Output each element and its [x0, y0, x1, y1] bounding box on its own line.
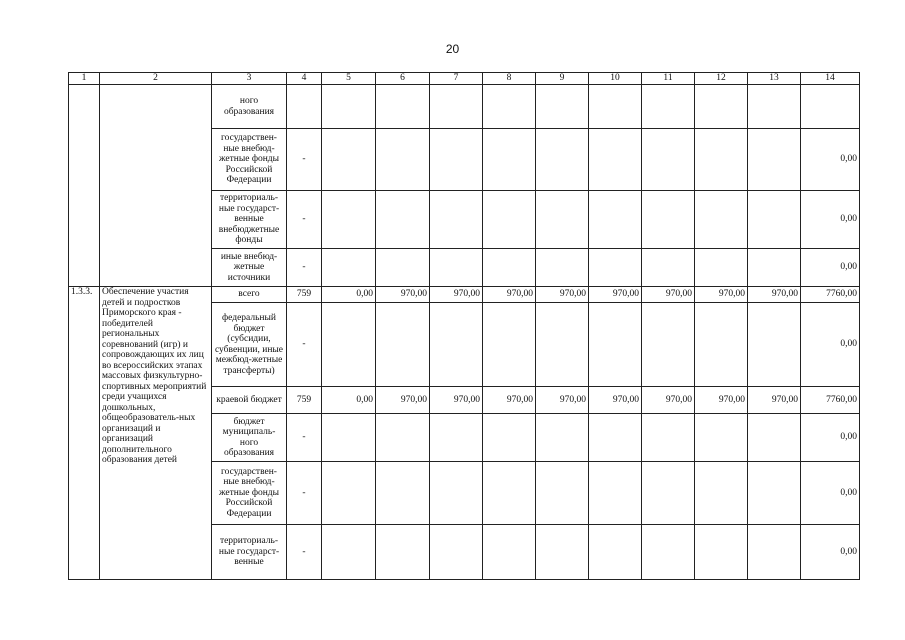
value-cell: 970,00 — [589, 387, 642, 414]
value-cell: - — [287, 191, 322, 249]
value-cell: - — [287, 249, 322, 287]
value-cell: - — [287, 414, 322, 462]
value-cell: - — [287, 303, 322, 387]
column-header: 6 — [376, 73, 430, 85]
column-header: 3 — [212, 73, 287, 85]
value-cell — [287, 85, 322, 129]
budget-table — [68, 72, 860, 580]
value-cell: 0,00 — [322, 287, 376, 303]
column-header: 8 — [483, 73, 536, 85]
value-cell: 759 — [287, 287, 322, 303]
value-cell: - — [287, 525, 322, 580]
value-cell: 970,00 — [536, 287, 589, 303]
funding-source-cell: федеральный бюджет (субсидии, субвенции, иные межбюд-жетные трансферты) — [212, 303, 287, 387]
total-cell: 0,00 — [801, 525, 860, 580]
total-cell: 0,00 — [801, 129, 860, 191]
column-header: 13 — [748, 73, 801, 85]
item-code-cell — [69, 85, 100, 287]
value-cell: 970,00 — [589, 287, 642, 303]
value-cell: 970,00 — [695, 387, 748, 414]
column-header-row — [69, 73, 860, 85]
value-cell: 970,00 — [695, 287, 748, 303]
value-cell: 970,00 — [748, 387, 801, 414]
column-header: 4 — [287, 73, 322, 85]
item-description-cell: Обеспечение участия детей и подростков Приморского края - победителей региональных соревнований (игр) и сопровождающих их лиц во всероссийских этапах массовых физкультурно-спортивных мероприятий среди учащихся дошкольных, общеобразователь-ных организаций и организаций дополнительного образования детей — [100, 287, 212, 580]
funding-source-cell: бюджет муниципаль-ного образования — [212, 414, 287, 462]
value-cell: - — [287, 462, 322, 525]
value-cell: 970,00 — [430, 387, 483, 414]
value-cell: 970,00 — [376, 387, 430, 414]
total-cell: 0,00 — [801, 414, 860, 462]
value-cell: 970,00 — [376, 287, 430, 303]
column-header: 9 — [536, 73, 589, 85]
funding-source-cell: территориаль-ные государст-венные внебюджетные фонды — [212, 191, 287, 249]
value-cell: 970,00 — [536, 387, 589, 414]
total-cell: 0,00 — [801, 249, 860, 287]
item-code-cell: 1.3.3. — [69, 287, 100, 580]
value-cell: 970,00 — [430, 287, 483, 303]
table-row — [69, 287, 860, 303]
column-header: 12 — [695, 73, 748, 85]
table-row — [69, 85, 860, 129]
value-cell: 970,00 — [642, 387, 695, 414]
value-cell: 970,00 — [642, 287, 695, 303]
value-cell: - — [287, 129, 322, 191]
total-cell: 0,00 — [801, 191, 860, 249]
funding-source-cell: государствен-ные внебюд-жетные фонды Российской Федерации — [212, 129, 287, 191]
total-cell: 0,00 — [801, 303, 860, 387]
funding-source-cell: государствен-ные внебюд-жетные фонды Российской Федерации — [212, 462, 287, 525]
column-header: 5 — [322, 73, 376, 85]
column-header: 2 — [100, 73, 212, 85]
column-header: 14 — [801, 73, 860, 85]
total-cell: 7760,00 — [801, 387, 860, 414]
column-header: 1 — [69, 73, 100, 85]
total-cell — [801, 85, 860, 129]
funding-source-cell: всего — [212, 287, 287, 303]
value-cell: 970,00 — [483, 287, 536, 303]
funding-source-cell: ного образования — [212, 85, 287, 129]
total-cell: 7760,00 — [801, 287, 860, 303]
value-cell: 759 — [287, 387, 322, 414]
column-header: 10 — [589, 73, 642, 85]
value-cell: 970,00 — [483, 387, 536, 414]
value-cell: 970,00 — [748, 287, 801, 303]
funding-source-cell: иные внебюд-жетные источники — [212, 249, 287, 287]
funding-source-cell: территориаль-ные государст-венные — [212, 525, 287, 580]
column-header: 11 — [642, 73, 695, 85]
funding-source-cell: краевой бюджет — [212, 387, 287, 414]
item-description-cell — [100, 85, 212, 287]
page-number: 20 — [445, 42, 460, 56]
value-cell: 0,00 — [322, 387, 376, 414]
column-header: 7 — [430, 73, 483, 85]
total-cell: 0,00 — [801, 462, 860, 525]
